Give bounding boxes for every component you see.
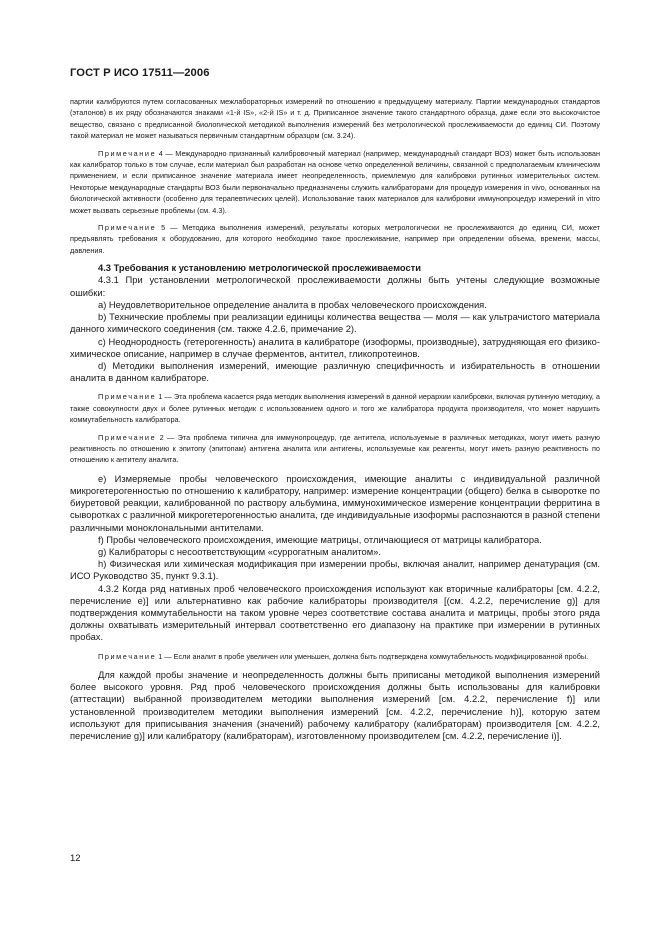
list-item: d) Методики выполнения измерений, имеющие различную специфичность и избирательность в отношении аналита в данном калибраторе. [70,360,600,384]
note-text: 4 — Международно признанный калибровочный материал (например, международный стандарт ВОЗ) может быть использован как калибратор только в том случае, если материал был разработан на основе четко определенной величины, связанной с предполагаемым клиническим применением, и если приписанное значение материала имеет неопределенность, приемлемую для калибровки рутинных измерительных систем. Некоторые международные стандарты ВОЗ были первоначально предназначены служить калибраторами для процедур измерения in vivo, основанных на биологической активности (особенно для терапевтических целей). Использование таких материалов для калибровки иммунопроцедур измерений in vitro может вызвать серьезные проблемы (см. 4.3). [70,148,600,215]
note-5 [70,222,600,256]
note-label: Примечание [98,223,157,233]
list-item: b) Технические проблемы при реализации единицы количества вещества — моля — как ультрачистого материала данного химического соединения (см. также 4.2.6, примечание 2). [70,312,600,335]
list-item: h) Физическая или химическая модификация при измерении пробы, включая аналит, например денатурация (см. ИСО Руководство 35, пункт 9.3.1). [70,559,600,582]
page-body [70,96,600,742]
list-item: g) Калибраторы с несоответствующим «суррогатным аналитом». [98,546,381,557]
note-label: Примечание [98,432,157,442]
list-item: a) Неудовлетворительное определение аналита в пробах человеческого происхождения. [98,299,487,310]
note-text: 1 — Если аналит в пробе увеличен или уменьшен, должна быть подтверждена коммутабельность модифицированной пробы. [156,651,589,661]
page-number: 12 [70,853,81,864]
paragraph-4-3-2: 4.3.2 Когда ряд нативных проб человеческого происхождения используют как вторичные калибраторы [см. 4.2.2, перечисление e)] или альтернативно как рабочие калибраторы производителя [(см. 4.2.2, перечисление g)] для подтверждения коммутабельности на таком уровне через соответствие состава аналита и матрицы, пробы этого ряда должны охватывать измерительный интервал соответственно его диапазону на практике при измерении в рутинных пробах. [70,583,600,643]
note-d2 [70,432,600,466]
final-paragraph: Для каждой пробы значение и неопределенность должны быть приписаны методикой выполнения измерений более высокого уровня. Ряд проб человеческого происхождения должны быть использованы для калибровки (аттестации) выбранной производителем методики выполнения измерений [см. 4.2.2, перечисление f)] или установленной производителем методики выполнения измерений [см. 4.2.2, перечисление h)], которую затем используют для приписывания значения (значений) рабочему калибратору (калибраторам) производителя [см. 4.2.2, перечисление g)] или калибратору (калибраторам), изготовленному производителем [см. 4.2.2, перечисление i)]. [70,670,600,742]
paragraph-4-3-1: 4.3.1 При установлении метрологической прослеживаемости должны быть учтены следующие возможные ошибки: [70,275,600,298]
note-label: Примечание [98,148,157,158]
note-4 [70,148,600,216]
note-text: 1 — Эта проблема касается ряда методик выполнения измерений в данной иерархии калибровки, включая рутинную методику, а также совокупности двух и более рутинных методик с использованием одного и того же калибратора продукта производителя, что может нарушить коммутабельность калибратора. [70,392,600,425]
top-paragraph: партии калибруются путем согласованных межлабораторных измерений по отношению к предыдущему материалу. Партии международных стандартов (эталонов) в их ряду обозначаются знаками «1-й IS», «2-й IS» и т. д. Приписанное значение такого стандартного образца, даже если это высокочистое вещество, связано с предписанной биологической методикой выполнения измерений без метрологической прослеживаемости до единиц СИ. Поэтому такой материал не может называться первичным стандартным образцом (см. 3.24). [70,97,600,141]
list-item: f) Пробы человеческого происхождения, имеющие матрицы, отличающиеся от матрицы калибратора. [98,534,542,545]
note-label: Примечание [98,392,157,402]
note-label: Примечание [98,651,157,661]
list-item: e) Измеряемые пробы человеческого происхождения, имеющие аналиты с индивидуальной различной микрогетерогенностью по отношению к калибратору, например: измерение концентрации (общего) белка в сыворотке по биуретовой реакции, калиброванной по раствору альбумина, иммунохимическое измерение концентрации ферритина в сыворотках с различной микрогетерогенностью аналита, где индивидуальные изоформы распознаются в разной степени различными моноклональными антителами. [70,473,600,533]
note-text: 5 — Методика выполнения измерений, результаты которых метрологически не прослеживаются до единиц СИ, может предъявлять требования к оборудованию, для которого необходимо такое прослеживание, например при определении объема, времени, массы, давления. [70,223,600,255]
note-4-3-2 [70,651,600,662]
document-header: ГОСТ Р ИСО 17511—2006 [70,67,210,79]
note-text: 2 — Эта проблема типична для иммунопроцедур, где антитела, используемые в различных методиках, могут иметь разную реактивность по отношению к эпитопу (эпитопам) антигена аналита или антигены, используемые как реагенты, могут иметь разную реактивность по отношению к антителу аналита. [70,432,600,465]
note-d1 [70,391,600,425]
section-heading: 4.3 Требования к установлению метрологической прослеживаемости [98,263,421,274]
list-item: c) Неоднородность (гетерогенность) аналита в калибраторе (изоформы, производные), затрудняющая его физико-химическое описание, например в случае ферментов, антител, гликопротеинов. [70,336,600,359]
